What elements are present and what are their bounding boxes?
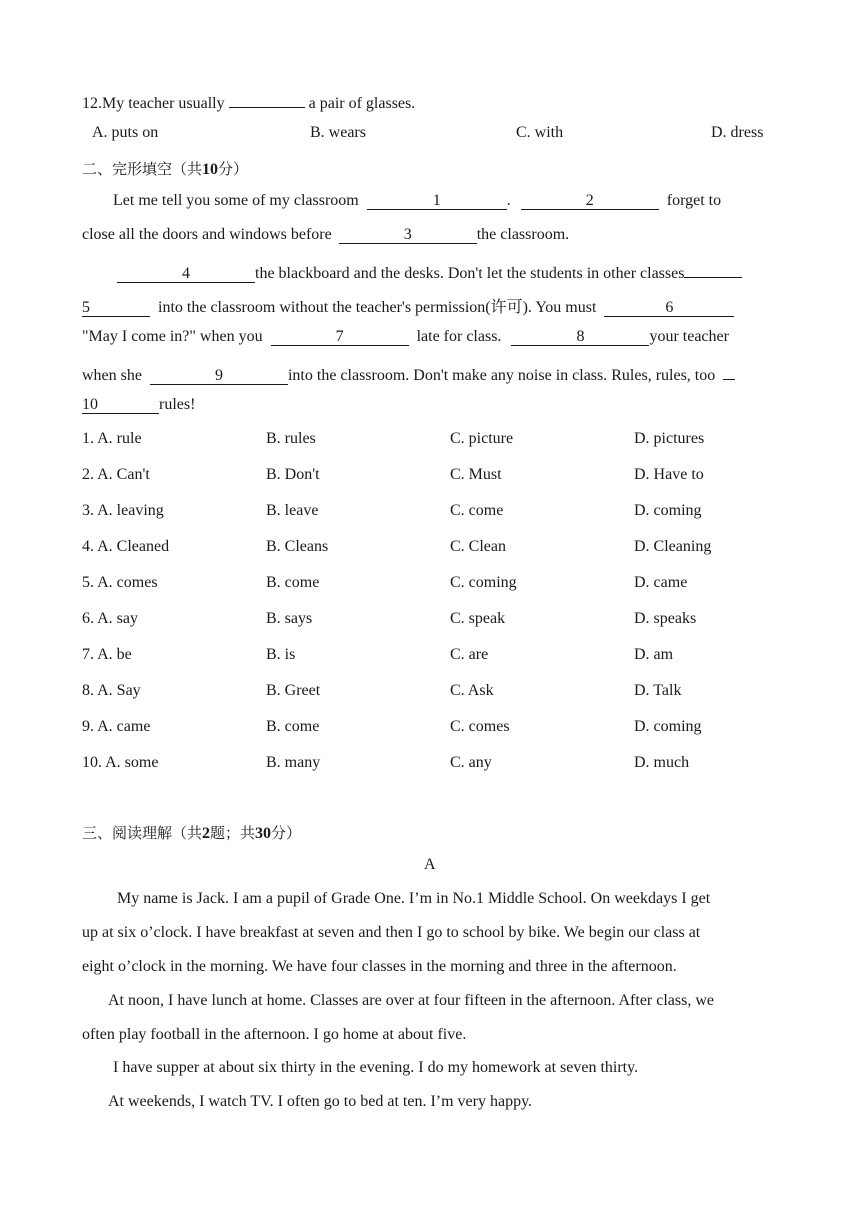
blank-7: 7 — [271, 328, 409, 346]
option-2c: C. Must — [450, 466, 502, 483]
blank-10: 10 — [82, 396, 159, 414]
answer-blank — [229, 90, 305, 108]
cloze-line-6: when she 9 into the classroom. Don't make any noise in class. Rules, rules, too — [82, 362, 735, 385]
blank-3: 3 — [339, 226, 477, 244]
blank-5: 5 — [82, 299, 150, 317]
option-4b: B. Cleans — [266, 538, 329, 555]
option-9a: 9. A. came — [82, 718, 151, 735]
option-6a: 6. A. say — [82, 610, 138, 627]
option-4a: 4. A. Cleaned — [82, 538, 170, 555]
cloze-line-1: Let me tell you some of my classroom 1 . 2 forget to — [113, 192, 722, 209]
passage-line: At weekends, I watch TV. I often go to bed at ten. I’m very happy. — [108, 1093, 533, 1110]
option-9d: D. coming — [634, 718, 702, 735]
option-4d: D. Cleaning — [634, 538, 712, 555]
cloze-line-4: 5 into the classroom without the teacher's permission(许可). You must 6 — [82, 294, 734, 317]
blank-4: 4 — [117, 265, 255, 283]
option-3a: 3. A. leaving — [82, 502, 164, 519]
cloze-line-2: close all the doors and windows before 3 the classroom. — [82, 226, 570, 243]
passage-line: My name is Jack. I am a pupil of Grade One. I’m in No.1 Middle School. On weekdays I get — [117, 890, 711, 907]
section-heading-cloze: 二、完形填空（共10分） — [82, 160, 249, 178]
blank-1: 1 — [367, 192, 507, 210]
q12-option-c: C. with — [516, 124, 564, 141]
section-heading-reading: 三、阅读理解（共2题；共30分） — [82, 824, 302, 842]
option-2d: D. Have to — [634, 466, 704, 483]
option-10c: C. any — [450, 754, 492, 771]
option-7c: C. are — [450, 646, 489, 663]
option-8d: D. Talk — [634, 682, 682, 699]
option-1b: B. rules — [266, 430, 316, 447]
option-6c: C. speak — [450, 610, 506, 627]
passage-line: often play football in the afternoon. I go home at about five. — [82, 1026, 467, 1043]
option-7a: 7. A. be — [82, 646, 132, 663]
q12-option-d: D. dress — [711, 124, 764, 141]
option-6d: D. speaks — [634, 610, 697, 627]
option-3d: D. coming — [634, 502, 702, 519]
option-5a: 5. A. comes — [82, 574, 158, 591]
option-1a: 1. A. rule — [82, 430, 142, 447]
option-6b: B. says — [266, 610, 313, 627]
option-8c: C. Ask — [450, 682, 494, 699]
option-5d: D. came — [634, 574, 688, 591]
option-3c: C. come — [450, 502, 504, 519]
passage-line: I have supper at about six thirty in the evening. I do my homework at seven thirty. — [113, 1059, 639, 1076]
option-2a: 2. A. Can't — [82, 466, 150, 483]
cloze-line-3: 4 the blackboard and the desks. Don't let the students in other classes — [117, 260, 742, 283]
option-2b: B. Don't — [266, 466, 320, 483]
question-12-stem: 12.My teacher usually a pair of glasses. — [82, 90, 415, 113]
option-9b: B. come — [266, 718, 320, 735]
blank-10-start — [723, 362, 735, 380]
option-8b: B. Greet — [266, 682, 321, 699]
option-8a: 8. A. Say — [82, 682, 141, 699]
blank-9: 9 — [150, 367, 288, 385]
q12-option-b: B. wears — [310, 124, 366, 141]
option-10d: D. much — [634, 754, 690, 771]
option-1c: C. picture — [450, 430, 514, 447]
option-7d: D. am — [634, 646, 674, 663]
option-9c: C. comes — [450, 718, 510, 735]
option-5c: C. coming — [450, 574, 517, 591]
option-10a: 10. A. some — [82, 754, 159, 771]
option-4c: C. Clean — [450, 538, 506, 555]
blank-2: 2 — [521, 192, 659, 210]
blank-5-start — [684, 260, 742, 278]
passage-label: A — [424, 856, 436, 873]
passage-line: At noon, I have lunch at home. Classes are over at four fifteen in the afternoon. After class, we — [108, 992, 715, 1009]
option-3b: B. leave — [266, 502, 319, 519]
option-7b: B. is — [266, 646, 296, 663]
option-10b: B. many — [266, 754, 321, 771]
cloze-line-5: "May I come in?" when you 7 late for class. 8 your teacher — [82, 328, 729, 345]
option-5b: B. come — [266, 574, 320, 591]
option-1d: D. pictures — [634, 430, 705, 447]
passage-line: eight o’clock in the morning. We have four classes in the morning and three in the afternoon. — [82, 958, 677, 975]
blank-6: 6 — [604, 299, 734, 317]
passage-line: up at six o’clock. I have breakfast at seven and then I go to school by bike. We begin our class at — [82, 924, 701, 941]
cloze-line-7: 10 rules! — [82, 396, 196, 413]
blank-8: 8 — [511, 328, 649, 346]
q12-option-a: A. puts on — [92, 124, 159, 141]
